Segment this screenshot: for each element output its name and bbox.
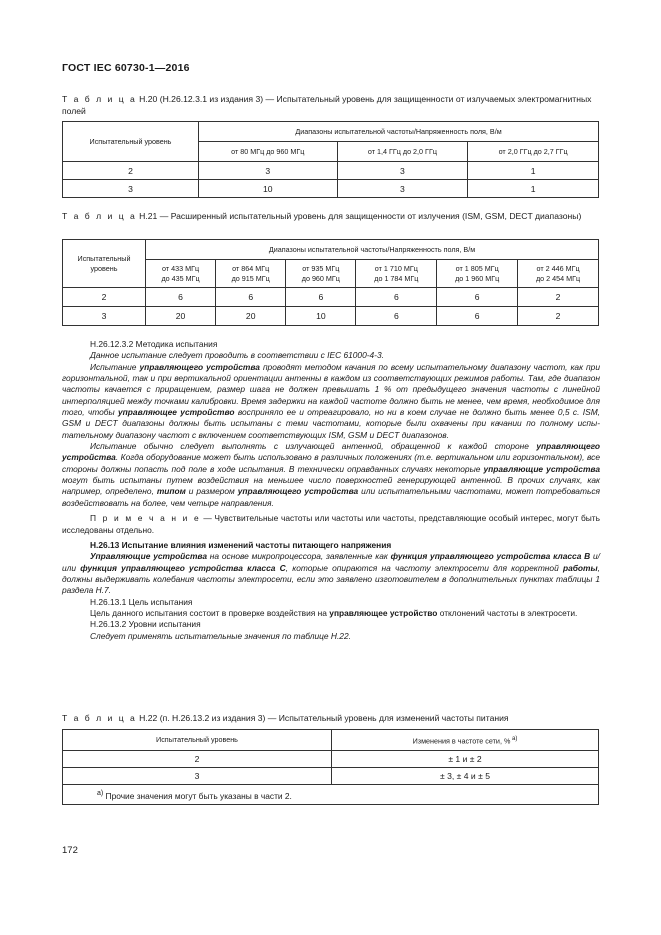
table-cell: 2 <box>63 751 332 768</box>
table-h21 <box>62 239 599 326</box>
table-cell: 1 <box>468 162 599 180</box>
table-h20-level-header: Испытательный уровень <box>63 122 199 162</box>
paragraph: Управляющие устройства на основе микропроцессора, заявленные как функция управляющего устройства класса В и/или функция управляющего устройства класса С, которые опираются на частоту электросети для корректной работы, должны выдерживать колебания частоты электросети, если это заявлено изготовителем в дополнительных пунктах таблицы 1 раздела Н.7. <box>62 551 600 596</box>
table-row <box>63 288 599 307</box>
table-cell: ± 1 и ± 2 <box>332 751 599 768</box>
table-h21-col-header: от 1 805 МГц до 1 960 МГц <box>437 260 518 288</box>
document-header: ГОСТ IEC 60730-1—2016 <box>62 62 190 74</box>
table-cell: 6 <box>356 288 437 307</box>
table-h20 <box>62 121 599 198</box>
table-cell: 6 <box>146 288 216 307</box>
table-h21-col-header: от 1 710 МГц до 1 784 МГц <box>356 260 437 288</box>
table-cell: 3 <box>63 307 146 326</box>
table-cell: 3 <box>199 162 338 180</box>
table-h21-caption: Т а б л и ц а Н.21 — Расширенный испытательный уровень для защищенности от излучения (ISM, GSM, DECT диапазоны) <box>62 211 582 221</box>
table-cell: 1 <box>468 180 599 198</box>
table-cell: 10 <box>199 180 338 198</box>
table-h22-col-header: Испытательный уровень <box>63 730 332 751</box>
paragraph: Данное испытание следует проводить в соответствии с IEC 61000-4-3. <box>90 350 384 361</box>
table-cell: 2 <box>518 307 599 326</box>
paragraph: Цель данного испытания состоит в проверке воздействия на управляющее устройство отклонений частоты в электросети. <box>90 607 578 618</box>
body-text <box>62 339 600 642</box>
table-cell: 6 <box>286 288 356 307</box>
table-h20-col-header: от 80 МГц до 960 МГц <box>199 142 338 162</box>
page-number: 172 <box>62 845 78 856</box>
table-h21-col-header: от 433 МГц до 435 МГц <box>146 260 216 288</box>
paragraph: Испытание управляющего устройства проводят методом качания по всему испытательному диапазону частот, как при горизонтальной, так и при вертикальной ориентации антенны в каждом из соответствующих режимов работы. Там, где диапазон частоты качается с приращением, размер шага не должен превышать 1 % от предыдущего значения частоты с линейной интерполяцией между точками калибровки. Время задержки на каждой частоте должно быть не менее, чем время, необходимое для того, чтобы управляющее устройство восприняло ее и отреагировало, но ни в коем случае не должно быть менее 0,5 с. ISM, GSM и DECT диапазоны должны быть испытаны с теми частотами, которые были охвачены при качании по полному испытательному диапазону частот с включением соответствующих ISM, GSM и DECT диапазонов. <box>62 361 601 440</box>
table-h20-col-header: от 2,0 ГГц до 2,7 ГГц <box>468 142 599 162</box>
table-cell: 6 <box>356 307 437 326</box>
table-cell: 10 <box>286 307 356 326</box>
table-cell: 20 <box>216 307 286 326</box>
table-row <box>63 751 599 768</box>
section-heading-1326: Н.26.13 Испытание влияния изменений частоты питающего напряжения <box>90 539 392 550</box>
table-h22-footnote: $^{а)}$ Прочие значения могут быть указаны в части 2. <box>63 785 599 805</box>
table-row <box>63 307 599 326</box>
table-cell: ± 3, ± 4 и ± 5 <box>332 768 599 785</box>
table-cell: 20 <box>146 307 216 326</box>
table-row <box>63 162 599 180</box>
table-h21-col-header: от 864 МГц до 915 МГц <box>216 260 286 288</box>
section-heading-levels: Н.26.13.2 Уровни испытания <box>90 619 201 630</box>
table-row <box>63 768 599 785</box>
table-cell: 3 <box>63 180 199 198</box>
table-h21-col-header: от 2 446 МГц до 2 454 МГц <box>518 260 599 288</box>
table-h20-col-header: от 1,4 ГГц до 2,0 ГГц <box>337 142 468 162</box>
table-cell: 3 <box>337 162 468 180</box>
table-h21-col-header: от 935 МГц до 960 МГц <box>286 260 356 288</box>
section-heading-purpose: Н.26.13.1 Цель испытания <box>90 596 193 607</box>
table-cell: 2 <box>518 288 599 307</box>
paragraph: Испытание обычно следует выполнять с излучающей антенной, обращенной к каждой стороне управляющего устройства. Когда оборудование может быть использовано в различных положениях (т.е. вертикальном или горизонтальном), все стороны должны попасть под поле в ходе испытания. В технически оправданных случаях некоторые управляющие устройства могут быть испытаны путем воздействия на меньшее число поверхностей генерирующей антенной. В прочих случаях, как например, определено, типом и размером управляющего устройства или испытательными частотами, может потребоваться воздействовать на более, чем четыре направления. <box>62 441 601 508</box>
table-cell: 2 <box>63 288 146 307</box>
table-h22 <box>62 729 599 805</box>
table-h20-caption: Т а б л и ц а Н.20 (Н.26.12.3.1 из издания 3) — Испытательный уровень для защищенности от излучаемых электромагнитных полей <box>62 94 592 116</box>
paragraph: Следует применять испытательные значения по таблице Н.22. <box>90 630 351 641</box>
table-h21-range-header: Диапазоны испытательной частоты/Напряженность поля, В/м <box>146 240 599 260</box>
section-heading-method: Н.26.12.3.2 Методика испытания <box>90 339 218 349</box>
table-cell: 3 <box>337 180 468 198</box>
table-cell: 6 <box>216 288 286 307</box>
table-cell: 2 <box>63 162 199 180</box>
table-cell: 6 <box>437 288 518 307</box>
table-h22-col-header: Изменения в частоте сети, % $^{а)}$ <box>332 730 599 751</box>
table-cell: 3 <box>63 768 332 785</box>
table-h22-caption: Т а б л и ц а Н.22 (п. Н.26.13.2 из издания 3) — Испытательный уровень для изменений частоты питания <box>62 713 509 723</box>
table-h21-level-header: Испытательный уровень <box>63 240 146 288</box>
table-cell: 6 <box>437 307 518 326</box>
table-h20-range-header: Диапазоны испытательной частоты/Напряженность поля, В/м <box>199 122 599 142</box>
table-row <box>63 180 599 198</box>
note: П р и м е ч а н и е — Чувствительные частоты или частоты или частоты, представляющие особый интерес, могут быть исследованы отдельно. <box>62 513 600 535</box>
